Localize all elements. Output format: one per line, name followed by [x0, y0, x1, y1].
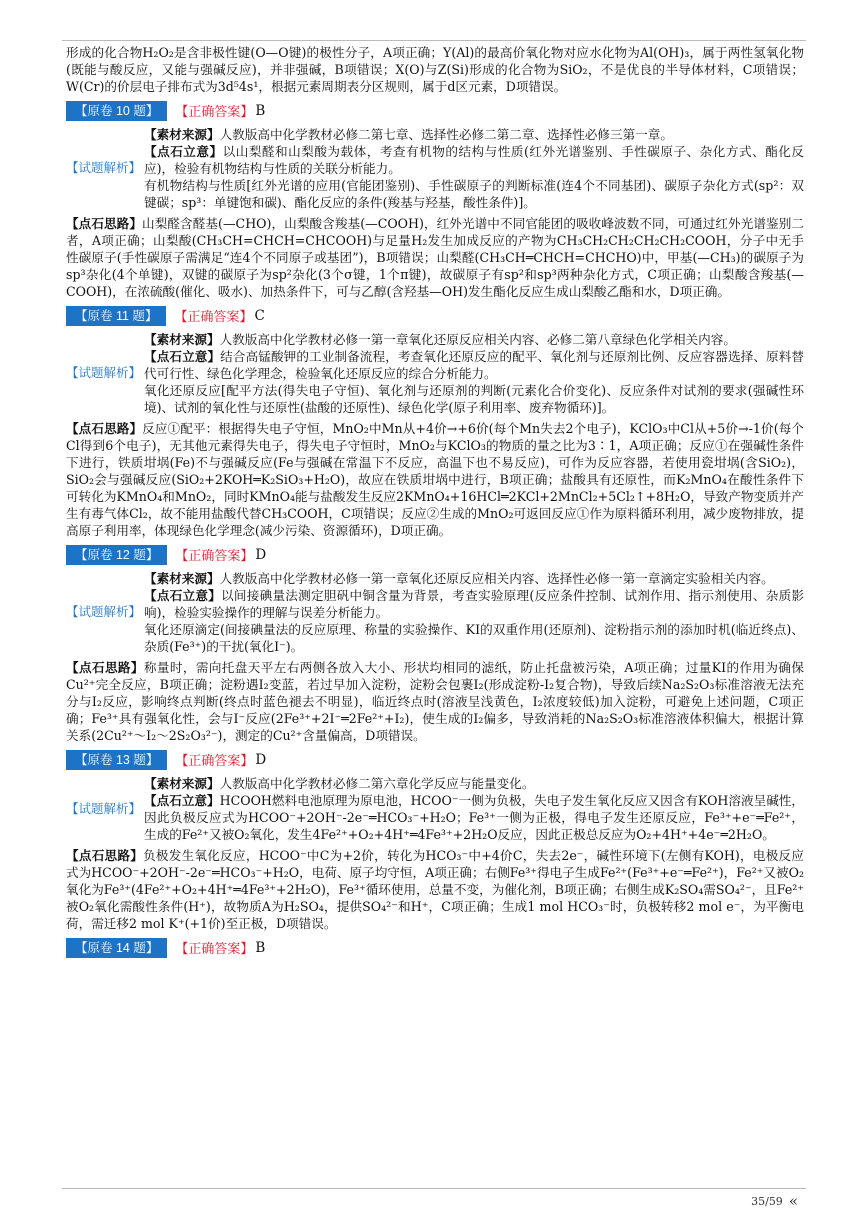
answer-label: 【正确答案】 — [175, 547, 254, 563]
thinking-label: 【点石思路】 — [66, 216, 143, 231]
question-box[interactable]: 【原卷 10 题】 — [66, 101, 167, 121]
top-paragraph: 形成的化合物H₂O₂是含非极性键(O—O键)的极性分子，A项正确；Y(Al)的最高价氧化物对应水化物为Al(OH)₃，属于两性氢氧化物(既能与酸反应，又能与强碱反应)，并非强碱，B项错误；X(O)与Z(Si)形成的化合物为SiO₂，不是优良的半导体材料，C项错误；W(Cr)的价层电子排布式为3d⁵4s¹，根据元素周期表分区规则，属于d区元素，D项错误。 — [66, 45, 804, 94]
point-label: 【点石立意】 — [144, 349, 221, 364]
question-header-13 — [66, 750, 804, 770]
thinking-label: 【点石思路】 — [66, 660, 144, 675]
footer-rule — [62, 1188, 806, 1189]
double-chevron-left-icon[interactable]: « — [788, 1192, 798, 1210]
source-text: 人教版高中化学教材必修一第一章氧化还原反应相关内容、选择性必修一第一章滴定实验相关内容。 — [219, 571, 774, 586]
thinking-text: 反应①配平：根据得失电子守恒，MnO₂中Mn从+4价→+6价(每个Mn失去2个电子)，KClO₃中Cl从+5价→-1价(每个Cl得到6个电子)，无其他元素得失电子，得失电子守恒时，MnO₂与KClO₃的物质的量之比为3∶1，A项正确；反应①在强碱性条件下进行，铁质坩埚(Fe)不与强碱反应(Fe与强碱在常温下不反应，高温下也不易反应)，可作为反应容器，若使用瓷坩埚(含SiO₂)，SiO₂会与强碱反应(SiO₂+2KOH═K₂SiO₃+H₂O)，故应在铁质坩埚中进行，B项正确；盐酸具有还原性，而K₂MnO₄在酸性条件下可转化为KMnO₄和MnO₂，同时KMnO₄能与盐酸发生反应2KMnO₄+16HCl═2KCl+2MnCl₂+5Cl₂↑+8H₂O，导致产物变质并产生有毒气体Cl₂，故不能用盐酸代替CH₃COOH，C项错误；反应②生成的MnO₂可返回反应①作为原料循环利用，减少废物排放，提高原子利用率，体现绿色化学理念(减少污染、资源循环)，D项正确。 — [66, 421, 805, 538]
analysis-tag: 【试题解析】 — [66, 161, 142, 175]
content-area — [66, 44, 804, 963]
source-text: 人教版高中化学教材必修二第七章、选择性必修二第二章、选择性必修三第一章。 — [219, 127, 673, 142]
question-box[interactable]: 【原卷 13 题】 — [66, 750, 167, 770]
answer-value: B — [255, 102, 266, 119]
source-label: 【素材来源】 — [144, 776, 220, 791]
analysis-block-13 — [66, 775, 804, 843]
analysis-tag: 【试题解析】 — [66, 366, 142, 380]
thinking-text: 称量时，需向托盘天平左右两侧各放入大小、形状均相同的滤纸，防止托盘被污染，A项正确；过量KI的作用为确保Cu²⁺完全反应，B项正确；淀粉遇I₂变蓝，若过早加入淀粉，淀粉会包裹I₂(形成淀粉-I₂复合物)，导致后续Na₂S₂O₃标准溶液无法充分与I₂反应，影响终点判断(终点时蓝色褪去不明显)，临近终点时(溶液呈浅黄色，I₂浓度较低)加入淀粉，可避免上述问题，C项正确；Fe³⁺具有强氧化性，会与I⁻反应(2Fe³⁺+2I⁻═2Fe²⁺+I₂)，使生成的I₂偏多，导致消耗的Na₂S₂O₃标准溶液体积偏大，根据计算关系(2Cu²⁺～I₂～2S₂O₃²⁻)，测定的Cu²⁺含量偏高，D项错误。 — [66, 660, 804, 743]
answer-value: D — [255, 751, 267, 768]
answer-label: 【正确答案】 — [175, 940, 254, 956]
question-header-14 — [66, 938, 804, 958]
point-text: 结合高锰酸钾的工业制备流程，考查氧化还原反应的配平、氧化剂与还原剂比例、反应容器选择、原料替代可行性、绿色化学理念，检验氧化还原反应的综合分析能力。 — [144, 349, 805, 381]
answer-value: C — [254, 307, 265, 324]
question-box[interactable]: 【原卷 14 题】 — [66, 938, 167, 958]
thinking-text: 负极发生氧化反应，HCOO⁻中C为+2价，转化为HCO₃⁻中+4价C，失去2e⁻，碱性环境下(左侧有KOH)，电极反应式为HCOO⁻+2OH⁻-2e⁻═HCO₃⁻+H₂O，电荷、原子均守恒，A项正确；右侧Fe³⁺得电子生成Fe²⁺(Fe³⁺+e⁻═Fe²⁺)，Fe²⁺又被O₂氧化为Fe³⁺(4Fe²⁺+O₂+4H⁺═4Fe³⁺+2H₂O)，Fe³⁺循环使用，总量不变，为催化剂，B项正确；右侧生成K₂SO₄需SO₄²⁻，且Fe²⁺被O₂氧化需酸性条件(H⁺)，故物质A为H₂SO₄，提供SO₄²⁻和H⁺，C项正确；生成1 mol HCO₃⁻时，负极转移2 mol e⁻，为平衡电荷，需迁移2 mol K⁺(+1价)至正极，D项错误。 — [66, 848, 804, 931]
source-label: 【素材来源】 — [144, 332, 220, 347]
question-header-10 — [66, 101, 804, 121]
point-text: 以间接碘量法测定胆矾中铜含量为背景，考查实验原理(反应条件控制、试剂作用、指示剂使用、杂质影响)，检验实验操作的理解与误差分析能力。 — [144, 588, 805, 620]
source-label: 【素材来源】 — [144, 127, 220, 142]
thinking-text: 山梨醛含醛基(—CHO)，山梨酸含羧基(—COOH)，红外光谱中不同官能团的吸收峰波数不同，可通过红外光谱鉴别二者，A项正确；山梨酸(CH₃CH=CHCH=CHCOOH)与足量H₂发生加成反应的产物为CH₃CH₂CH₂CH₂CH₂COOH，分子中无手性碳原子(手性碳原子需满足“连4个不同原子或基团”)，B项错误；山梨醛(CH₃CH═CHCH=CHCHO)中，甲基(—CH₃)的碳原子为sp³杂化(4个单键)，双键的碳原子为sp²杂化(3个σ键，1个π键)，故碳原子有sp²和sp³两种杂化方式，C项正确；山梨酸含羧基(—COOH)，在浓硫酸(催化、吸水)、加热条件下，可与乙醇(含羟基—OH)发生酯化反应生成山梨酸乙酯和水，D项正确。 — [66, 216, 804, 299]
point-text: HCOOH燃料电池原理为原电池，HCOO⁻一侧为负极，失电子发生氧化反应又因含有KOH溶液呈碱性，因此负极反应式为HCOO⁻+2OH⁻-2e⁻═HCO₃⁻+H₂O；Fe³⁺一侧为正极，得电子发生还原反应，Fe³⁺+e⁻═Fe²⁺，生成的Fe²⁺又被O₂氧化，发生4Fe²⁺+O₂+4H⁺═4Fe³⁺+2H₂O反应，因此正极总反应为O₂+4H⁺+4e⁻═2H₂O。 — [144, 793, 805, 842]
point-label: 【点石立意】 — [144, 793, 220, 808]
thinking-label: 【点石思路】 — [66, 421, 143, 436]
analysis-block-12 — [66, 570, 804, 655]
question-box[interactable]: 【原卷 11 题】 — [66, 306, 166, 326]
analysis-tag: 【试题解析】 — [66, 801, 142, 816]
question-box[interactable]: 【原卷 12 题】 — [66, 545, 167, 565]
page-number: 35/59 — [751, 1194, 783, 1208]
answer-value: B — [255, 939, 266, 956]
question-header-11 — [66, 306, 804, 326]
answer-value: D — [255, 546, 267, 563]
extra-text: 有机物结构与性质[红外光谱的应用(官能团鉴别)、手性碳原子的判断标准(连4个不同基团)、碳原子杂化方式(sp²：双键碳；sp³：单键饱和碳)、酯化反应的条件(羧基与羟基，酸性条件)]。 — [144, 178, 804, 210]
analysis-block-10 — [66, 126, 804, 211]
analysis-tag: 【试题解析】 — [66, 605, 142, 619]
point-label: 【点石立意】 — [144, 588, 222, 603]
answer-label: 【正确答案】 — [174, 308, 253, 324]
point-text: 以山梨醛和山梨酸为载体，考查有机物的结构与性质(红外光谱鉴别、手性碳原子、杂化方式、酯化反应)，检验有机物结构与性质的关联分析能力。 — [144, 144, 804, 176]
analysis-block-11 — [66, 331, 804, 416]
source-text: 人教版高中化学教材必修一第一章氧化还原反应相关内容、必修二第八章绿色化学相关内容。 — [219, 332, 736, 347]
thinking-label: 【点石思路】 — [66, 848, 144, 863]
source-label: 【素材来源】 — [144, 571, 220, 586]
answer-label: 【正确答案】 — [175, 103, 254, 119]
extra-text: 氧化还原滴定(间接碘量法的反应原理、称量的实验操作、KI的双重作用(还原剂)、淀粉指示剂的添加时机(临近终点)、杂质(Fe³⁺)的干扰(氧化I⁻)。 — [144, 622, 804, 654]
header-rule — [62, 40, 806, 41]
source-text: 人教版高中化学教材必修二第六章化学反应与能量变化。 — [219, 776, 535, 791]
question-header-12 — [66, 545, 804, 565]
answer-label: 【正确答案】 — [175, 752, 254, 768]
page-footer — [751, 1192, 798, 1210]
point-label: 【点石立意】 — [144, 144, 223, 159]
extra-text: 氧化还原反应[配平方法(得失电子守恒)、氧化剂与还原剂的判断(元素化合价变化)、反应条件对试剂的要求(强碱性环境)、试剂的氧化性与还原性(盐酸的还原性)、绿色化学(原子利用率、废弃物循环)]。 — [144, 383, 804, 415]
